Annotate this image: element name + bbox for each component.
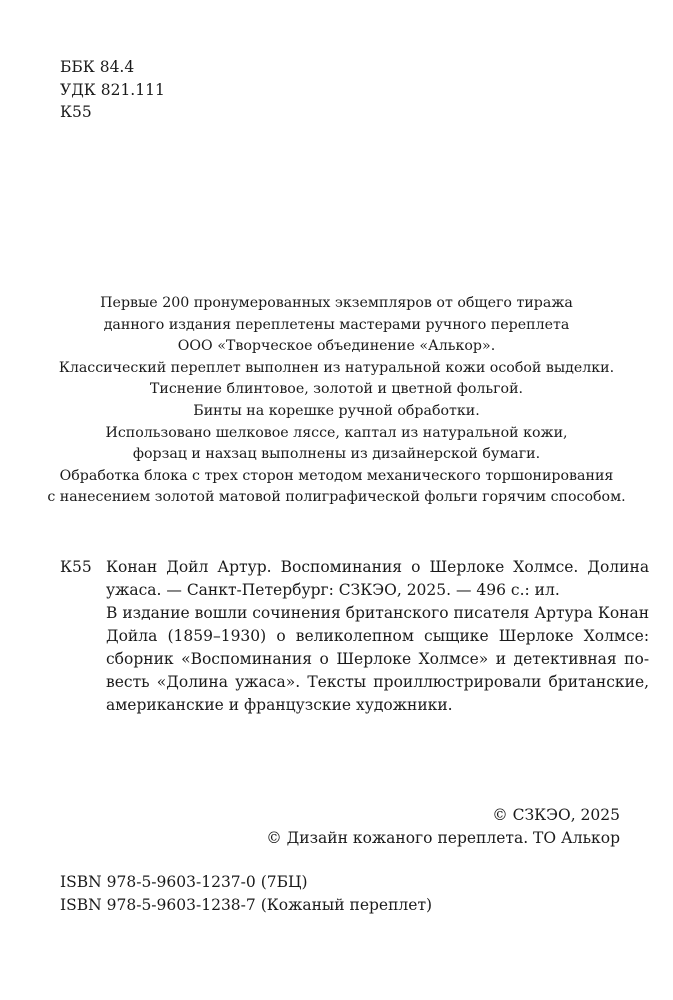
edition-note-line: данного издания переплетены мастерами ручного переплета (103, 316, 570, 333)
bbk-code: ББК 84.4 (60, 58, 135, 76)
description-line: Дойла (1859–1930) о великолепном сыщике Шерлоке Холмсе: (106, 627, 650, 645)
binding-design-copyright: © Дизайн кожаного переплета. ТО Алькор (266, 829, 620, 847)
description-line: сборник «Воспоминания о Шерлоке Холмсе» и детективная по- (106, 650, 650, 668)
classification-block (60, 56, 165, 124)
bibliographic-annotation (60, 556, 650, 717)
edition-note-line: Обработка блока с трех сторон методом механического торшонирования (59, 467, 614, 484)
edition-note-line: Первые 200 пронумерованных экземпляров от общего тиража (100, 295, 573, 311)
copyright-block (266, 804, 620, 850)
bibliographic-entry (106, 556, 649, 717)
limited-edition-note (40, 293, 633, 509)
bibliographic-line: ужаса. — Санкт-Петербург: СЗКЭО, 2025. — 496 с.: ил. (106, 581, 560, 599)
publisher-copyright: © СЗКЭО, 2025 (492, 806, 620, 824)
edition-note-line: Классический переплет выполнен из натуральной кожи особой выделки. (58, 359, 615, 376)
bibliographic-line: Конан Дойл Артур. Воспоминания о Шерлоке Холмсе. Долина (106, 558, 650, 576)
isbn-leather: ISBN 978-5-9603-1238-7 (Кожаный переплет) (60, 896, 433, 914)
edition-note-line: Использовано шелковое ляссе, каптал из натуральной кожи, (105, 424, 568, 441)
description-line: весть «Долина ужаса». Тексты проиллюстрировали британские, (106, 673, 650, 691)
udk-code: УДК 821.111 (60, 80, 165, 99)
edition-note-line: форзац и нахзац выполнены из дизайнерской бумаги. (132, 446, 541, 463)
edition-note-line: с нанесением золотой матовой полиграфической фольги горячим способом. (47, 489, 626, 506)
description-line: В издание вошли сочинения британского писателя Артура Конан (106, 604, 650, 622)
description-line: американские и французские художники. (106, 696, 453, 714)
edition-note-line: ООО «Творческое объединение «Алькор». (177, 338, 496, 355)
bibliographic-record (60, 556, 650, 717)
edition-note-line: Бинты на корешке ручной обработки. (193, 402, 480, 419)
author-mark: К55 (60, 103, 92, 121)
isbn-block (60, 871, 432, 917)
annotation-author-mark: К55 (60, 558, 92, 576)
edition-note-line: Тиснение блинтовое, золотой и цветной фольгой. (149, 381, 524, 398)
isbn-primary: ISBN 978-5-9603-1237-0 (7БЦ) (60, 873, 308, 891)
